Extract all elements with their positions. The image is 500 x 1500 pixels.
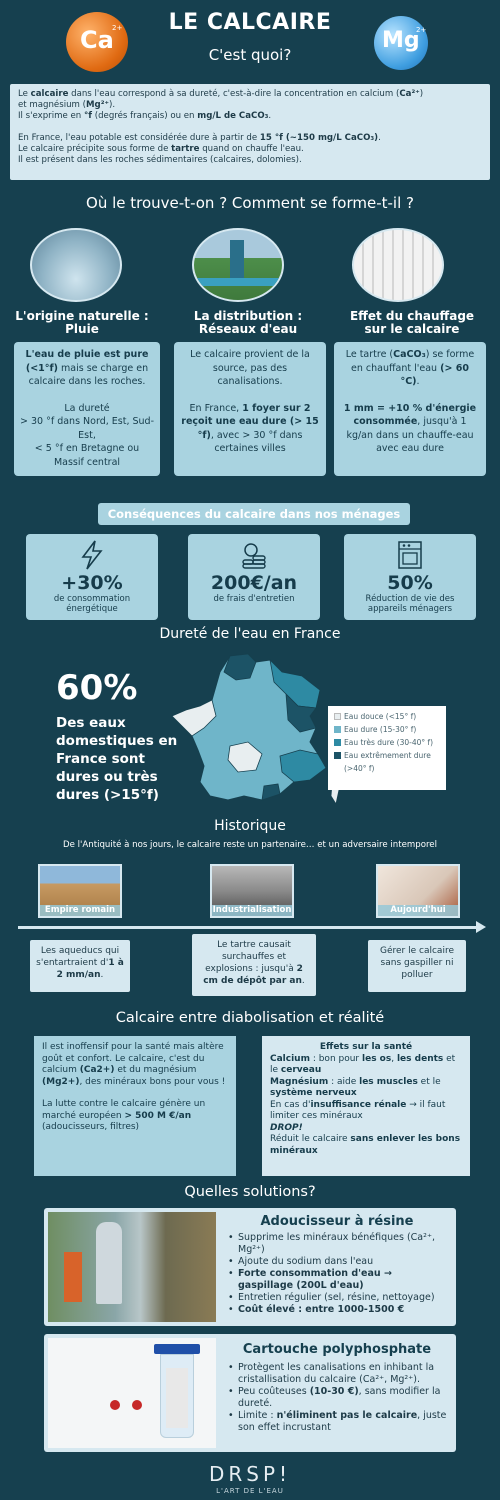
hardness-percent: 60%: [56, 668, 138, 708]
softener-card: [44, 1208, 456, 1326]
mg-charge: 2+: [416, 26, 427, 34]
where-col1-card: L'eau de pluie est pure (<1°f) mais se charge en calcaire dans les roches. La dureté > 30 °f dans Nord, Est, Sud-Est, < 5 °f en Bretagne ou Massif central: [14, 342, 160, 476]
hardness-title: Dureté de l'eau en France: [159, 626, 341, 642]
rain-image: [30, 228, 122, 302]
history-text-industry: Le tartre causait surchauffes et explosions : jusqu'à 2 cm de dépôt par an.: [192, 934, 316, 996]
softener-item: • Entretien régulier (sel, résine, nettoyage): [228, 1292, 450, 1304]
consequence-energy-label: de consommation énergétique: [53, 594, 131, 614]
cartridge-item: • Limite : n'éliminent pas le calcaire, juste son effet incrustant: [228, 1410, 450, 1434]
intro-line-1: Le calcaire dans l'eau correspond à sa dureté, c'est-à-dire la concentration en calcium (Ca²⁺): [18, 89, 424, 99]
hardness-legend: [328, 706, 446, 790]
mg-symbol: Mg: [382, 28, 420, 53]
coins-icon: [240, 540, 268, 570]
softener-item: • Supprime les minéraux bénéfiques (Ca²⁺, Mg²⁺): [228, 1232, 450, 1256]
footer-brand: DRSP!: [208, 1462, 292, 1486]
hardness-description: Des eaux domestiques en France sont dures ou très dures (>15°f): [56, 715, 178, 803]
intro-line-5: Le calcaire précipite sous forme de tartre quand on chauffe l'eau.: [18, 144, 304, 154]
consequence-cost-value: 200€/an: [210, 572, 298, 594]
ca-badge: [66, 12, 128, 72]
consequence-lifespan: [344, 534, 476, 620]
oven-icon: [396, 540, 424, 570]
cartridge-list: [228, 1362, 450, 1434]
cartridge-card: [44, 1334, 456, 1452]
intro-line-4: En France, l'eau potable est considérée dure à partir de 15 °f (~150 mg/L CaCO₃).: [18, 133, 381, 143]
timeline-line: [18, 926, 480, 929]
where-col3-title: Effet du chauffage sur le calcaire: [349, 309, 475, 336]
where-col2-card: Le calcaire provient de la source, pas des canalisations. En France, 1 foyer sur 2 reçoit une eau dure (> 15 °f), avec > 30 °f dans certaines villes: [174, 342, 326, 476]
history-text-today: Gérer le calcaire sans gaspiller ni polluer: [368, 940, 466, 992]
page-subtitle: C'est quoi?: [208, 46, 292, 64]
footer-tagline: L'ART DE L'EAU: [216, 1487, 284, 1495]
where-col3-card: Le tartre (CaCO₃) se forme en chauffant l'eau (> 60 °C). 1 mm = +10 % d'énergie consommée, jusqu'à 1 kg/an dans un chauffe-eau avec eau dure: [334, 342, 486, 476]
cartridge-image: [48, 1338, 216, 1448]
consequence-lifespan-label: Réduction de vie des appareils ménagers: [365, 594, 455, 614]
page-title: LE CALCAIRE: [168, 10, 332, 35]
legend-item-soft: Eau douce (<15° f): [334, 710, 440, 723]
softener-list: [228, 1232, 450, 1316]
reality-left-box: Il est inoffensif pour la santé mais altère goût et confort. Le calcaire, c'est du calcium (Ca2+) et du magnésium (Mg2+), des minéraux bons pour vous ! La lutte contre le calcaire génère un marché européen > 500 M €/an (adoucisseurs, filtres): [34, 1036, 236, 1176]
history-label-rome: Empire romain: [40, 905, 120, 916]
history-label-today: Aujourd'hui: [378, 905, 458, 916]
intro-box: [10, 84, 490, 180]
where-col1-title: L'origine naturelle : Pluie: [15, 309, 149, 336]
intro-line-3: Il s'exprime en °f (degrés français) ou en mg/L de CaCO₃.: [18, 111, 272, 121]
consequence-cost: [188, 534, 320, 620]
softener-item: • Coût élevé : entre 1000-1500 €: [228, 1304, 450, 1316]
legend-item-hard: Eau dure (15-30° f): [334, 723, 440, 736]
legend-item-extreme: Eau extrêmement dure (>40° f): [334, 749, 440, 775]
consequences-title: Conséquences du calcaire dans nos ménages: [98, 503, 410, 525]
history-label-industry: Industrialisation: [212, 905, 292, 915]
france-map: [170, 650, 340, 808]
consequence-cost-label: de frais d'entretien: [213, 594, 295, 604]
history-subtitle: De l'Antiquité à nos jours, le calcaire reste un partenaire… et un adversaire intemporel: [63, 840, 437, 850]
timeline-arrow: [476, 921, 486, 933]
ca-symbol: Ca: [80, 26, 114, 54]
consequence-energy: [26, 534, 158, 620]
network-image: [192, 228, 284, 302]
consequence-lifespan-value: 50%: [387, 572, 433, 594]
history-title: Historique: [214, 818, 286, 834]
history-text-rome: Les aqueducs qui s'entartraient d'1 à 2 mm/an.: [30, 940, 130, 992]
lightning-icon: [78, 540, 106, 570]
cartridge-item: • Protègent les canalisations en inhibant la cristallisation du calcaire (Ca²⁺, Mg²⁺).: [228, 1362, 450, 1386]
mg-badge: [374, 16, 428, 70]
legend-item-very-hard: Eau très dure (30-40° f): [334, 736, 440, 749]
cartridge-title: Cartouche polyphosphate: [242, 1342, 432, 1357]
softener-item: • Forte consommation d'eau → gaspillage (200L d'eau): [228, 1268, 450, 1292]
intro-line-2: et magnésium (Mg²⁺).: [18, 100, 116, 110]
softener-title: Adoucisseur à résine: [260, 1214, 414, 1229]
intro-line-6: Il est présent dans les roches sédimentaires (calcaires, dolomies).: [18, 155, 302, 165]
softener-image: [48, 1212, 216, 1322]
reality-title: Calcaire entre diabolisation et réalité: [115, 1010, 385, 1026]
radiator-image: [352, 228, 444, 302]
reality-right-box: Effets sur la santé Calcium : bon pour les os, les dents et le cerveau Magnésium : aide les muscles et le système nerveux En cas d'insuffisance rénale → il faut limiter ces minéraux DROP! Réduit le calcaire sans enlever les bons minéraux: [262, 1036, 470, 1176]
cartridge-item: • Peu coûteuses (10-30 €), sans modifier la dureté.: [228, 1386, 450, 1410]
history-image-industry: [210, 864, 294, 918]
consequence-energy-value: +30%: [61, 572, 123, 594]
softener-item: • Ajoute du sodium dans l'eau: [228, 1256, 450, 1268]
solutions-title: Quelles solutions?: [184, 1184, 316, 1200]
history-image-rome: [38, 864, 122, 918]
where-title: Où le trouve-t-on ? Comment se forme-t-il ?: [86, 194, 414, 212]
history-image-today: [376, 864, 460, 918]
where-col2-title: La distribution : Réseaux d'eau: [193, 309, 303, 336]
ca-charge: 2+: [112, 24, 123, 32]
